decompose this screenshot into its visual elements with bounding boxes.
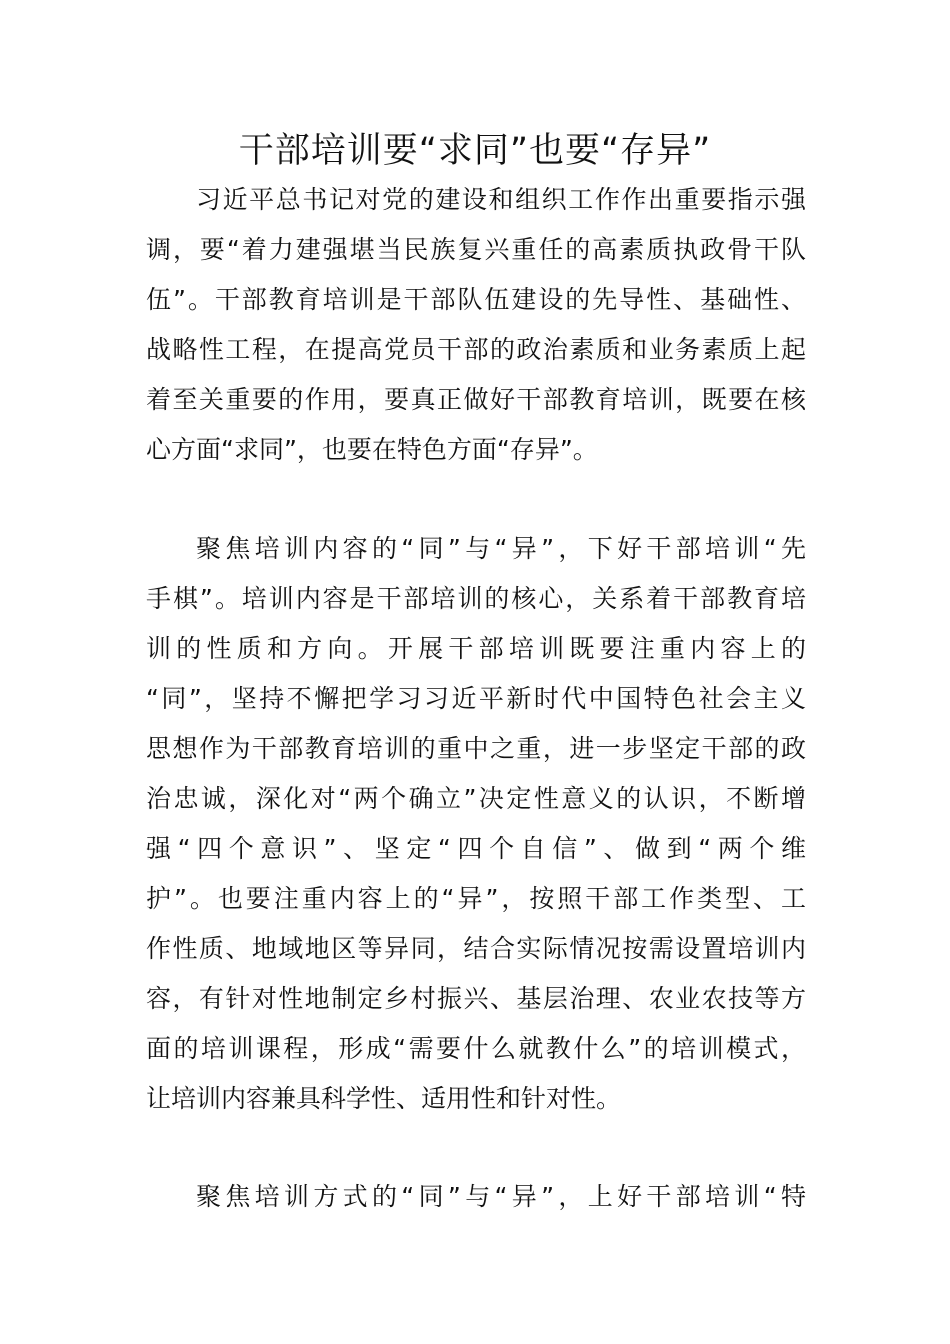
text-line: “同”，坚持不懈把学习习近平新时代中国特色社会主义 [146,684,806,713]
text-line: 聚焦培训内容的“同”与“异”，下好干部培训“先 [196,534,806,563]
text-line: 手棋”。培训内容是干部培训的核心，关系着干部教育培 [146,584,806,613]
text-line: 强“四个意识”、坚定“四个自信”、做到“两个维 [146,834,806,863]
paragraph-2 [146,524,806,1124]
text-line: 调，要“着力建强堪当民族复兴重任的高素质执政骨干队 [146,235,806,264]
text-line: 思想作为干部教育培训的重中之重，进一步坚定干部的政 [146,734,806,763]
paragraph-1 [146,175,806,475]
text-line: 作性质、地域地区等异同，结合实际情况按需设置培训内 [146,934,806,963]
text-line: 面的培训课程，形成“需要什么就教什么”的培训模式， [146,1034,806,1063]
text-line: 心方面“求同”，也要在特色方面“存异”。 [146,435,598,464]
text-line: 聚焦培训方式的“同”与“异”，上好干部培训“特 [196,1182,806,1211]
text-line: 容，有针对性地制定乡村振兴、基层治理、农业农技等方 [146,984,806,1013]
document-title: 干部培训要“求同”也要“存异” [238,131,712,171]
text-line: 习近平总书记对党的建设和组织工作作出重要指示强 [196,185,806,214]
text-line: 治忠诚，深化对“两个确立”决定性意义的认识，不断增 [146,784,806,813]
text-line: 着至关重要的作用，要真正做好干部教育培训，既要在核 [146,385,806,414]
text-line: 让培训内容兼具科学性、适用性和针对性。 [146,1084,622,1113]
text-line: 训的性质和方向。开展干部培训既要注重内容上的 [146,634,806,663]
text-line: 护”。也要注重内容上的“异”，按照干部工作类型、工 [146,884,806,913]
paragraph-3 [146,1172,806,1222]
text-line: 伍”。干部教育培训是干部队伍建设的先导性、基础性、 [146,285,806,314]
text-line: 战略性工程，在提高党员干部的政治素质和业务素质上起 [146,335,806,364]
